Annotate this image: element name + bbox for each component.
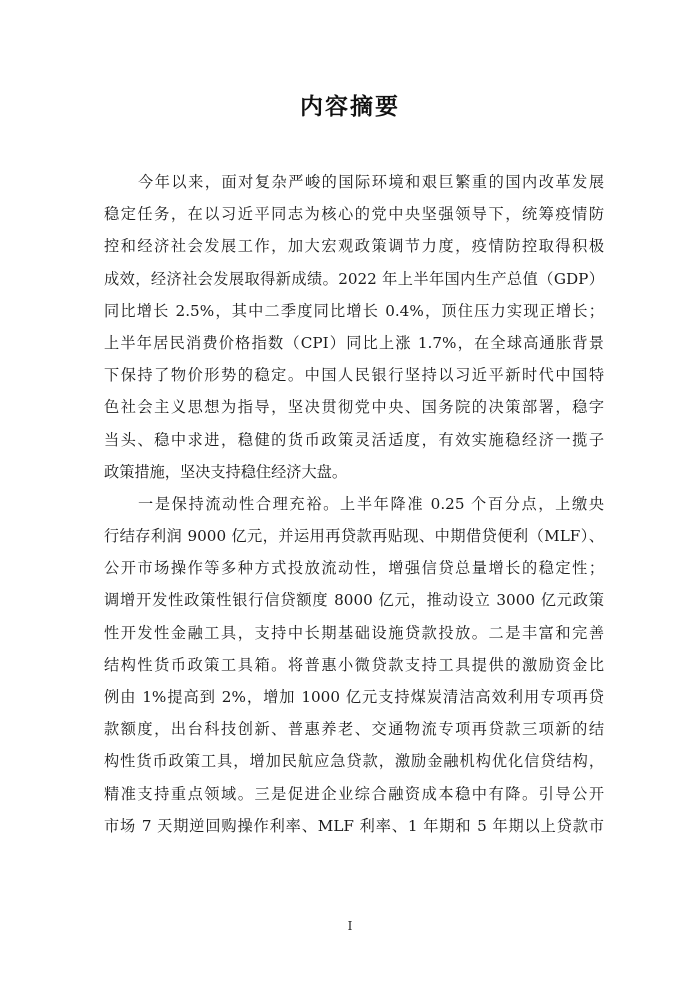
text-line: 政策措施，坚决支持稳住经济大盘。: [104, 462, 347, 481]
text-line: 同比增长 2.5%，其中二季度同比增长 0.4%，顶住压力实现正增长；: [104, 301, 604, 320]
text-line: 构性货币政策工具，增加民航应急贷款，激励金融机构优化信贷结构，: [104, 752, 604, 771]
text-line: 当头、稳中求进，稳健的货币政策灵活适度，有效实施稳经济一揽子: [104, 430, 604, 449]
text-line: 调增开发性政策性银行信贷额度 8000 亿元，推动设立 3000 亿元政策: [104, 591, 604, 610]
page-title: 内容摘要: [300, 94, 400, 120]
paragraph-1: [104, 166, 604, 488]
text-line: 市场 7 天期逆回购操作利率、MLF 利率、1 年期和 5 年期以上贷款市: [104, 816, 604, 835]
summary-body: [104, 166, 604, 842]
text-line: 结构性货币政策工具箱。将普惠小微贷款支持工具提供的激励资金比: [104, 655, 604, 674]
text-line: 色社会主义思想为指导，坚决贯彻党中央、国务院的决策部署，稳字: [104, 398, 604, 417]
text-line: 今年以来，面对复杂严峻的国际环境和艰巨繁重的国内改革发展: [138, 173, 604, 191]
text-line: 上半年居民消费价格指数（CPI）同比上涨 1.7%，在全球高通胀背景: [104, 333, 604, 352]
text-line: 稳定任务，在以习近平同志为核心的党中央坚强领导下，统筹疫情防: [104, 205, 604, 224]
text-line: 公开市场操作等多种方式投放流动性，增强信贷总量增长的稳定性；: [104, 559, 604, 578]
text-line: 下保持了物价形势的稳定。中国人民银行坚持以习近平新时代中国特: [104, 366, 604, 385]
text-line: 控和经济社会发展工作，加大宏观政策调节力度，疫情防控取得积极: [104, 237, 604, 256]
text-line: 例由 1%提高到 2%，增加 1000 亿元支持煤炭清洁高效利用专项再贷: [104, 688, 604, 706]
paragraph-2: [104, 488, 604, 842]
text-line: 成效，经济社会发展取得新成绩。2022 年上半年国内生产总值（GDP）: [104, 269, 604, 288]
text-line: 行结存利润 9000 亿元，并运用再贷款再贴现、中期借贷便利（MLF）、: [104, 527, 604, 546]
page-number: I: [347, 919, 353, 933]
text-line: 一是保持流动性合理充裕。上半年降准 0.25 个百分点，上缴央: [138, 494, 604, 513]
text-line: 精准支持重点领域。三是促进企业综合融资成本稳中有降。引导公开: [104, 784, 604, 803]
text-line: 性开发性金融工具，支持中长期基础设施贷款投放。二是丰富和完善: [104, 623, 604, 642]
text-line: 款额度，出台科技创新、普惠养老、交通物流专项再贷款三项新的结: [104, 720, 604, 739]
